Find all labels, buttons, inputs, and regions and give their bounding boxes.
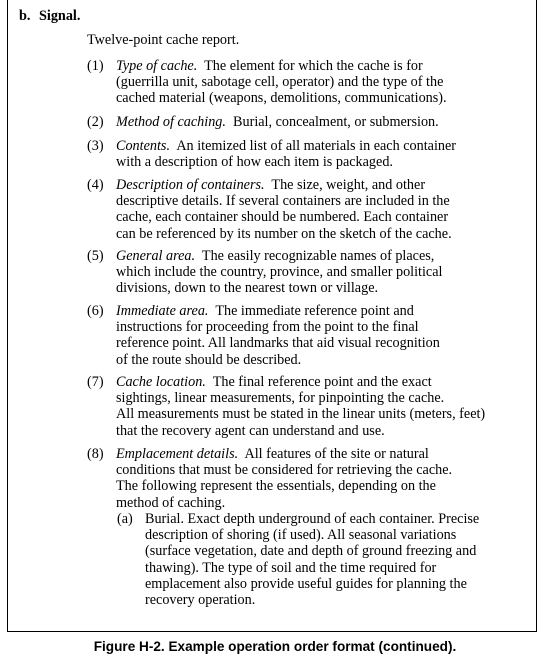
sub-item-text — [145, 511, 537, 608]
item-line: The following represent the essentials, depending on the — [116, 478, 436, 495]
item-text — [116, 138, 527, 170]
item-line: The immediate reference point and — [215, 303, 414, 319]
item-term: Type of cache. — [116, 58, 198, 74]
item-number: (7) — [87, 374, 104, 390]
item-number: (3) — [87, 138, 104, 154]
item-line: The easily recognizable names of places, — [201, 248, 435, 264]
list-item-cache-location — [87, 374, 527, 439]
section-heading — [19, 8, 80, 24]
item-line: can be referenced by its number on the sketch of the cache. — [116, 225, 452, 242]
item-number: (8) — [87, 446, 104, 462]
list-item-description-of-containers — [87, 177, 527, 242]
item-term: General area. — [116, 248, 196, 264]
sub-item-line: description of shoring (if used). All seasonal variations — [145, 527, 457, 544]
item-text — [116, 248, 527, 297]
item-line: The final reference point and the exact — [212, 374, 432, 390]
item-line: cache, each container should be numbered. Each container — [116, 209, 449, 226]
item-line: An itemized list of all materials in each container — [176, 138, 457, 154]
item-term: Emplacement details. — [116, 446, 239, 462]
list-item-general-area — [87, 248, 527, 297]
item-line: reference point. All landmarks that aid visual recognition — [116, 335, 440, 352]
item-line: instructions for proceeding from the point to the final — [116, 319, 419, 336]
item-number: (4) — [87, 177, 104, 193]
item-text — [116, 446, 527, 511]
item-line: Burial, concealment, or submersion. — [233, 114, 439, 130]
sub-item-number: (a) — [117, 511, 133, 527]
section-title: Signal. — [39, 8, 81, 24]
section-letter: b. — [19, 8, 31, 24]
sub-item-line: (surface vegetation, date and depth of ground freezing and — [145, 543, 477, 560]
item-text — [116, 177, 527, 242]
list-item-immediate-area — [87, 303, 527, 368]
sub-item-line: thawing). The type of soil and the time required for — [145, 559, 437, 576]
list-item-method-of-caching — [87, 114, 527, 130]
list-item-type-of-cache — [87, 58, 527, 107]
item-line: that the recovery agent can understand and use. — [116, 422, 385, 439]
item-line: conditions that must be considered for retrieving the cache. — [116, 462, 453, 479]
item-line: method of caching. — [116, 494, 226, 511]
item-term: Cache location. — [116, 374, 206, 390]
item-line: with a description of how each item is packaged. — [116, 154, 393, 171]
sub-item-burial — [117, 511, 537, 608]
item-line: All measurements must be stated in the linear units (meters, feet) — [116, 406, 486, 423]
sub-item-line: recovery operation. — [145, 592, 256, 609]
item-line: cached material (weapons, demolitions, communications). — [116, 90, 447, 107]
sub-item-line: emplacement also provide useful guides for planning the — [145, 575, 467, 592]
item-term: Immediate area. — [116, 303, 209, 319]
section-intro: Twelve-point cache report. — [87, 32, 240, 48]
item-line: All features of the site or natural — [244, 446, 429, 462]
item-number: (1) — [87, 58, 104, 74]
figure-caption: Figure H-2. Example operation order format (continued). — [93, 639, 457, 654]
item-text — [116, 58, 527, 107]
sub-item-line: Burial. Exact depth underground of each container. Precise — [145, 511, 480, 527]
item-line: The element for which the cache is for — [204, 58, 423, 74]
item-text — [116, 114, 527, 130]
item-line: sightings, linear measurements, for pinpointing the cache. — [116, 390, 445, 407]
item-text — [116, 303, 527, 368]
item-line: of the route should be described. — [116, 351, 302, 368]
list-item-contents — [87, 138, 527, 170]
list-item-emplacement-details — [87, 446, 527, 511]
item-line: The size, weight, and other — [271, 177, 426, 193]
item-line: (guerrilla unit, sabotage cell, operator) and the type of the — [116, 74, 444, 91]
item-term: Description of containers. — [116, 177, 265, 193]
item-term: Contents. — [116, 138, 170, 154]
item-number: (2) — [87, 114, 104, 130]
item-term: Method of caching. — [116, 114, 226, 130]
item-line: descriptive details. If several containers are included in the — [116, 193, 450, 210]
item-number: (6) — [87, 303, 104, 319]
item-number: (5) — [87, 248, 104, 264]
item-text — [116, 374, 527, 439]
item-line: which include the country, province, and smaller political — [116, 264, 443, 281]
item-line: divisions, down to the nearest town or village. — [116, 280, 379, 297]
